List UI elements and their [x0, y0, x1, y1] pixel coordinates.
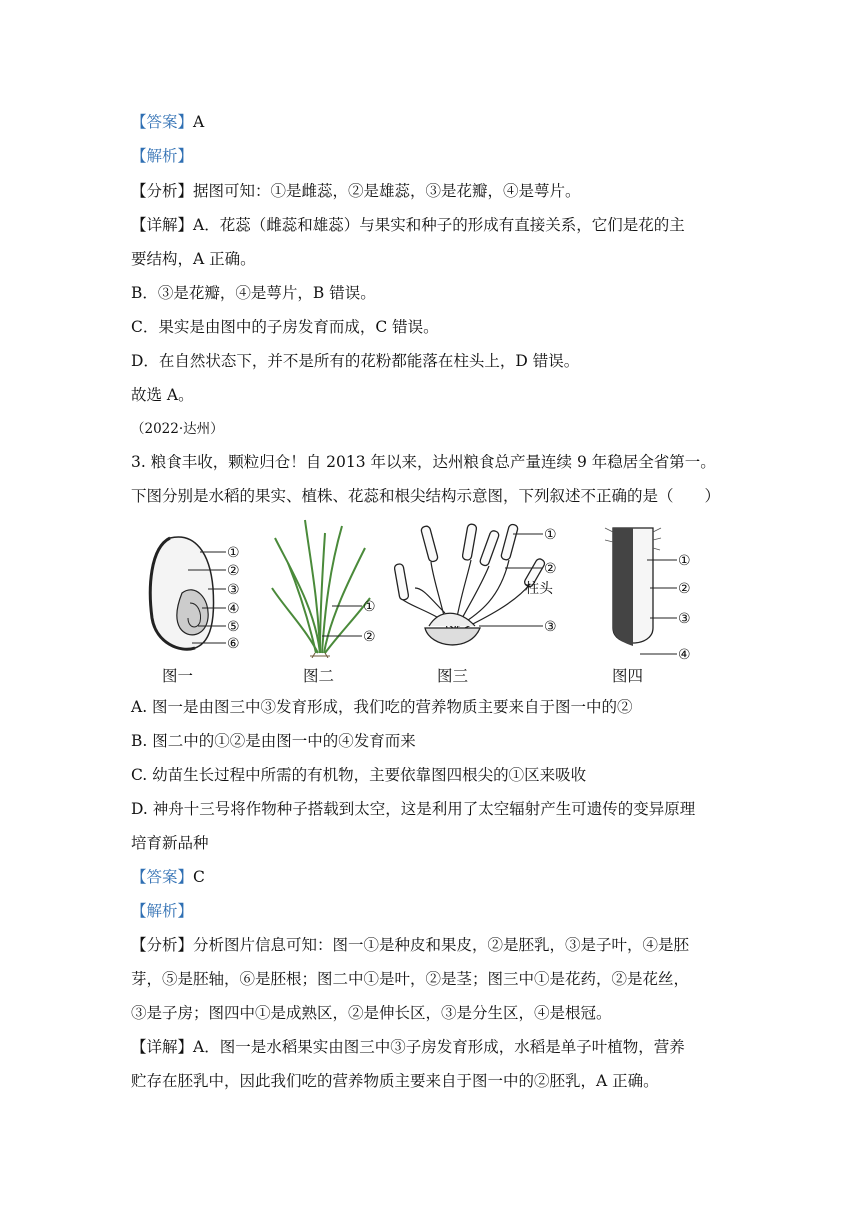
analysis2-line-2: 芽，⑤是胚轴，⑥是胚根；图二中①是叶，②是茎；图三中①是花药，②是花丝，: [131, 970, 690, 988]
fig4-label-4: ④: [678, 647, 691, 663]
analysis-line-1: [131, 181, 581, 201]
option-c: C. 幼苗生长过程中所需的有机物，主要依靠图四根尖的①区来吸收: [131, 766, 587, 784]
fig3-label-2: ②: [544, 561, 557, 577]
fig3-stigma-label: 柱头: [525, 581, 553, 597]
detail-tag: 【详解】: [131, 216, 194, 234]
fig1-label-3: ③: [227, 582, 240, 598]
option-b: B. 图二中的①②是由图一中的④发育而来: [131, 732, 416, 750]
fig4-caption: 图四: [612, 667, 644, 685]
fig4-label-1: ①: [678, 553, 691, 569]
fig1-caption: 图一: [162, 667, 194, 685]
fig1-label-5: ⑤: [227, 619, 240, 635]
analysis2-line-3: ③是子房；图四中①是成熟区，②是伸长区，③是分生区，④是根冠。: [131, 1004, 612, 1022]
detail-line-1: [131, 215, 685, 235]
question-line-2: 下图分别是水稻的果实、植株、花蕊和根尖结构示意图，下列叙述不正确的是（ ）: [131, 487, 721, 505]
option-d-line-1: D. 神舟十三号将作物种子搭载到太空，这是利用了太空辐射产生可遗传的变异原理: [131, 800, 696, 818]
fig4-label-2: ②: [678, 581, 691, 597]
detail-text: A．花蕊（雌蕊和雄蕊）与果实和种子的形成有直接关系，它们是花的主: [193, 216, 685, 234]
fig3-label-3: ③: [544, 619, 557, 635]
option-d-explain: D．在自然状态下，并不是所有的花粉都能落在柱头上，D 错误。: [131, 352, 580, 370]
detail2-text-1: A．图一是水稻果实由图三中③子房发育形成，水稻是单子叶植物，营养: [193, 1038, 685, 1056]
option-c-explain: C．果实是由图中的子房发育而成，C 错误。: [131, 318, 439, 336]
question-source: （2022·达州）: [131, 421, 224, 437]
analysis2-line-1: [131, 935, 689, 955]
jiexi-tag-1: 【解析】: [131, 147, 194, 165]
fig2-label-2: ②: [363, 629, 376, 645]
jiexi-tag-2: 【解析】: [131, 902, 194, 920]
answer-value: A: [193, 113, 205, 131]
detail-line-2: 要结构，A 正确。: [131, 250, 256, 268]
fig2-label-1: ①: [363, 599, 376, 615]
question-line-1: 3. 粮食丰收，颗粒归仓！自 2013 年以来，达州粮食总产量连续 9 年稳居全省第一。: [131, 453, 716, 471]
fig2-caption: 图二: [303, 667, 335, 685]
figure-2-rice-plant: [270, 518, 390, 658]
fig3-label-1: ①: [544, 527, 557, 543]
analysis2-text-1: 分析图片信息可知：图一①是种皮和果皮，②是胚乳，③是子叶，④是胚: [193, 936, 690, 954]
detail2-line-2: 贮存在胚乳中，因此我们吃的营养物质主要来自于图一中的②胚乳，A 正确。: [131, 1072, 659, 1090]
option-d-line-2: 培育新品种: [131, 834, 209, 852]
analysis-tag-2: 【分析】: [131, 936, 194, 954]
fig1-label-4: ④: [227, 601, 240, 617]
figure-1-rice-grain: [140, 518, 260, 658]
conclusion: 故选 A。: [131, 386, 194, 404]
analysis-text: 据图可知：①是雌蕊，②是雄蕊，③是花瓣，④是萼片。: [193, 182, 581, 200]
fig4-label-3: ③: [678, 611, 691, 627]
fig1-label-1: ①: [227, 545, 240, 561]
detail-tag-2: 【详解】: [131, 1038, 194, 1056]
answer-value-2: C: [193, 868, 205, 886]
fig1-label-6: ⑥: [227, 636, 240, 652]
fig3-caption: 图三: [437, 667, 469, 685]
answer-line-2: [131, 867, 205, 887]
figure-4-root-tip: [595, 518, 715, 663]
answer-tag-2: 【答案】: [131, 868, 194, 886]
analysis-tag: 【分析】: [131, 182, 194, 200]
answer-line-1: [131, 112, 204, 132]
fig1-label-2: ②: [227, 563, 240, 579]
detail2-line-1: [131, 1037, 685, 1057]
option-a: A. 图一是由图三中③发育形成，我们吃的营养物质主要来自于图一中的②: [131, 698, 633, 716]
figure-3-rice-flower: [385, 518, 580, 658]
answer-tag: 【答案】: [131, 113, 194, 131]
option-b-explain: B．③是花瓣，④是萼片，B 错误。: [131, 284, 376, 302]
